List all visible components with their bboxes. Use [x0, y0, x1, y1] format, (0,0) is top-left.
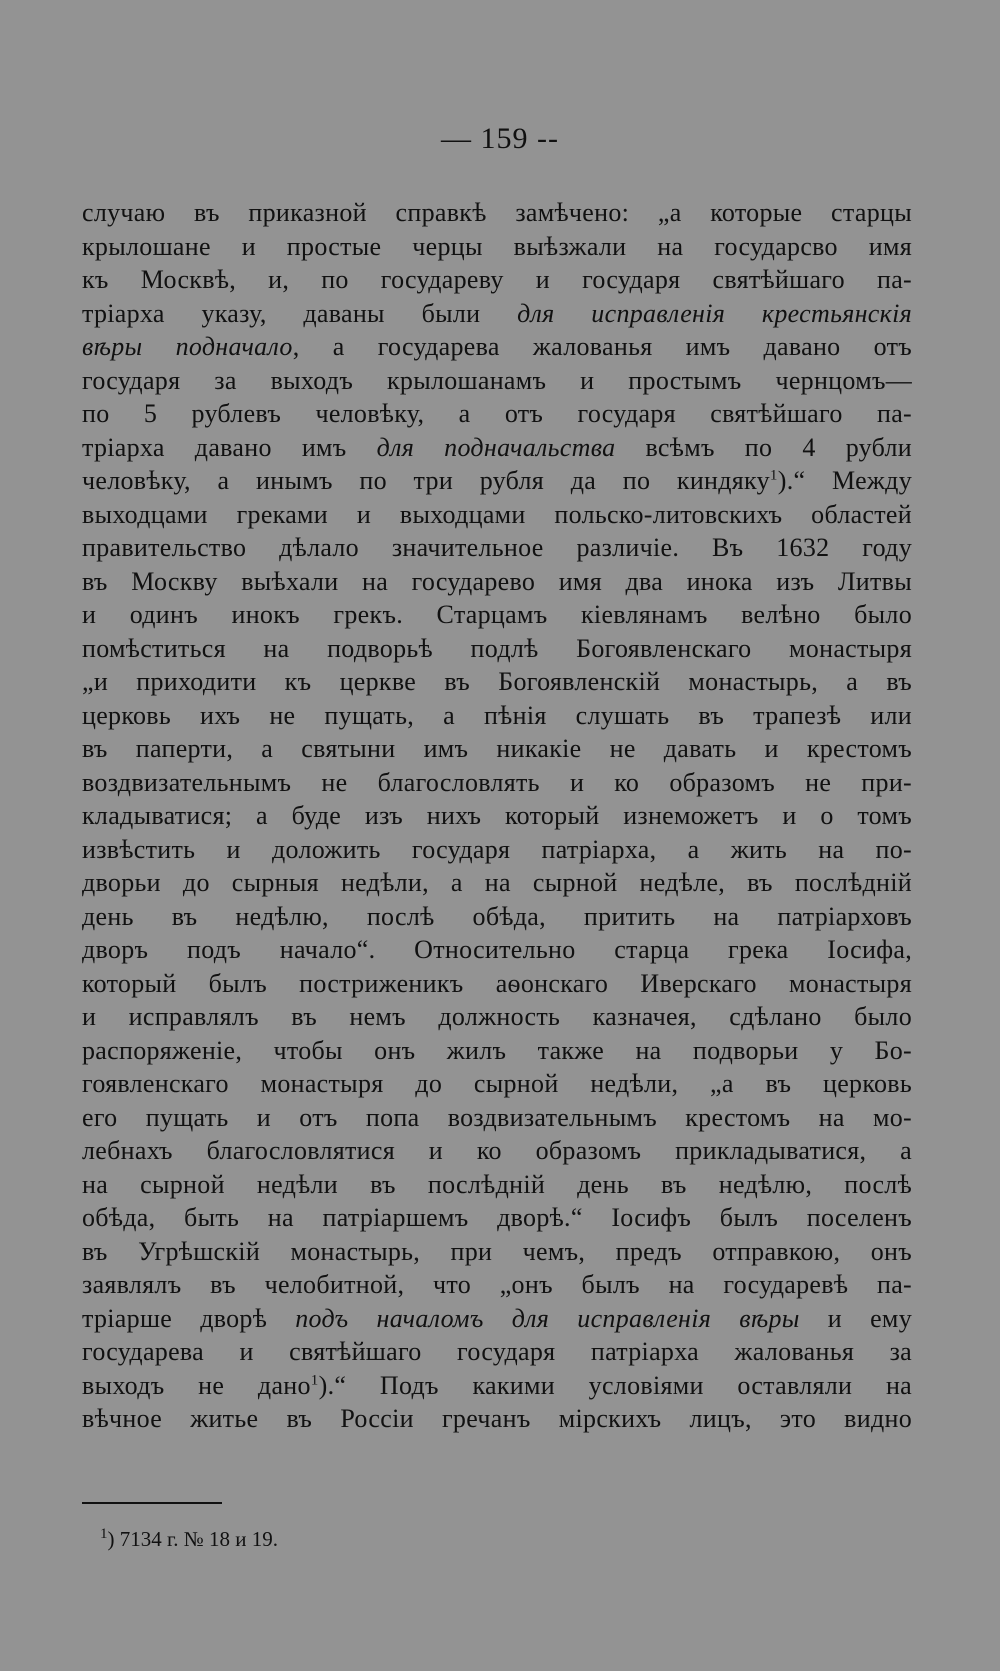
text-line [82, 1369, 912, 1403]
text-line [82, 1134, 912, 1168]
text-line [82, 498, 912, 532]
text-line [82, 766, 912, 800]
italic-text: для исправленія крестьянскія [517, 298, 912, 328]
text-line [82, 732, 912, 766]
footnote-reference: 1 [310, 1371, 319, 1388]
text-segment: въ Москву выѣхали на государево имя два инока изъ Литвы [82, 566, 912, 596]
text-line [82, 397, 912, 431]
text-segment: и исправлялъ въ немъ должность казначея, сдѣлано было [82, 1002, 912, 1031]
text-segment: церковь ихъ не пущать, а пѣнія слушать въ трапезѣ или [82, 700, 912, 730]
text-segment: по 5 рублевъ человѣку, а отъ государя святѣйшаго па- [82, 399, 912, 428]
text-segment: къ Москвѣ, и, по государеву и государя святѣйшаго па- [82, 265, 912, 294]
text-line [82, 900, 912, 934]
text-line [82, 431, 912, 465]
text-line [82, 632, 912, 666]
text-line [82, 833, 912, 867]
text-segment: крылошане и простые черцы выѣзжали на государсво имя [82, 231, 912, 261]
text-line [82, 1335, 912, 1369]
text-segment: выходъ не дано [82, 1370, 311, 1400]
page-number: — 159 -- [441, 122, 559, 155]
footnote-text: ) 7134 г. № 18 и 19. [107, 1527, 279, 1551]
text-segment: тріарше дворѣ [82, 1303, 296, 1333]
text-segment: гоявленскаго монастыря до сырной недѣли, „а въ церковь [82, 1069, 912, 1098]
text-segment: тріарха указу, даваны были [82, 298, 518, 328]
text-segment: вѣчное житье въ Россіи гречанъ мірскихъ лицъ, это видно [82, 1404, 912, 1433]
text-segment: и ему [799, 1303, 912, 1333]
text-segment: на сырной недѣли въ послѣдній день въ недѣлю, послѣ [82, 1169, 912, 1199]
text-segment: заявлялъ въ челобитной, что „онъ былъ на государевѣ па- [82, 1270, 912, 1299]
text-line [82, 1000, 912, 1034]
footnote-marker: 1 [100, 1526, 108, 1542]
text-line [82, 330, 912, 364]
footnote [100, 1524, 278, 1554]
text-segment: день въ недѣлю, послѣ обѣда, притить на патріарховъ [82, 901, 912, 931]
italic-text: для подначальства [376, 432, 616, 462]
text-segment: извѣстить и доложить государя патріарха, а жить на по- [82, 834, 912, 864]
text-line [82, 1067, 912, 1101]
text-line [82, 297, 912, 331]
text-line [82, 364, 912, 398]
italic-text: подъ началомъ для исправленія вѣры [295, 1303, 800, 1333]
text-segment: въ паперти, а святыни имъ никакіе не давать и крестомъ [82, 734, 912, 763]
body-text [82, 196, 912, 1436]
text-line [82, 565, 912, 599]
text-line [82, 531, 912, 565]
text-segment: государева и святѣйшаго государя патріарха жалованья за [82, 1337, 912, 1366]
text-segment: обѣда, быть на патріаршемъ дворѣ.“ Іосифъ былъ поселенъ [82, 1203, 912, 1232]
text-line [82, 1402, 912, 1436]
text-segment: воздвизательнымъ не благословлять и ко образомъ не при- [82, 767, 912, 797]
footnote-reference: 1 [769, 467, 778, 484]
text-segment: правительство дѣлало значительное различіе. Въ 1632 году [82, 533, 912, 562]
text-segment: ).“ Подъ какими условіями оставляли на [318, 1370, 912, 1400]
text-line [82, 1235, 912, 1269]
text-line [82, 230, 912, 264]
text-segment: дворьи до сырныя недѣли, а на сырной недѣле, въ послѣдній [82, 868, 912, 897]
text-line [82, 699, 912, 733]
text-segment: государя за выходъ крылошанамъ и простымъ чернцомъ— [82, 365, 912, 395]
text-segment: ).“ Между [777, 466, 913, 495]
text-segment: помѣститься на подворьѣ подлѣ Богоявленскаго монастыря [82, 633, 912, 663]
text-segment: , а государева жалованья имъ давано отъ [292, 332, 913, 361]
text-segment: распоряженіе, чтобы онъ жилъ также на подворьи у Бо- [82, 1035, 912, 1065]
text-line [82, 263, 912, 297]
footnote-divider [82, 1502, 222, 1504]
text-segment: его пущать и отъ попа воздвизательнымъ крестомъ на мо- [82, 1102, 912, 1132]
text-line [82, 598, 912, 632]
text-segment: человѣку, а инымъ по три рубля да по киндяку [82, 466, 770, 495]
text-line [82, 1101, 912, 1135]
text-segment: „и приходити къ церкве въ Богоявленскій монастырь, а въ [82, 667, 912, 696]
text-line [82, 464, 912, 498]
text-segment: тріарха давано имъ [82, 432, 377, 462]
italic-text: вѣры подначало [82, 332, 293, 361]
text-segment: и одинъ инокъ грекъ. Старцамъ кіевлянамъ велѣно было [82, 600, 912, 629]
text-segment: всѣмъ по 4 рубли [615, 432, 912, 462]
text-line [82, 1302, 912, 1336]
text-line [82, 967, 912, 1001]
text-segment: который былъ постриженикъ аѳонскаго Иверскаго монастыря [82, 968, 912, 998]
text-segment: лебнахъ благословлятися и ко образомъ прикладыватися, а [82, 1136, 912, 1165]
text-line [82, 665, 912, 699]
text-segment: кладыватися; а буде изъ нихъ который изнеможетъ и о томъ [82, 801, 912, 830]
text-line [82, 196, 912, 230]
text-line [82, 933, 912, 967]
text-line [82, 1034, 912, 1068]
text-line [82, 866, 912, 900]
text-segment: выходцами греками и выходцами польско-литовскихъ областей [82, 499, 912, 529]
text-segment: дворъ подъ начало“. Относительно старца грека Іосифа, [82, 935, 912, 964]
text-line [82, 799, 912, 833]
text-line [82, 1268, 912, 1302]
text-segment: въ Угрѣшскій монастырь, при чемъ, предъ отправкою, онъ [82, 1236, 912, 1266]
text-line [82, 1201, 912, 1235]
text-line [82, 1168, 912, 1202]
text-segment: случаю въ приказной справкѣ замѣчено: „а которые старцы [82, 198, 912, 227]
